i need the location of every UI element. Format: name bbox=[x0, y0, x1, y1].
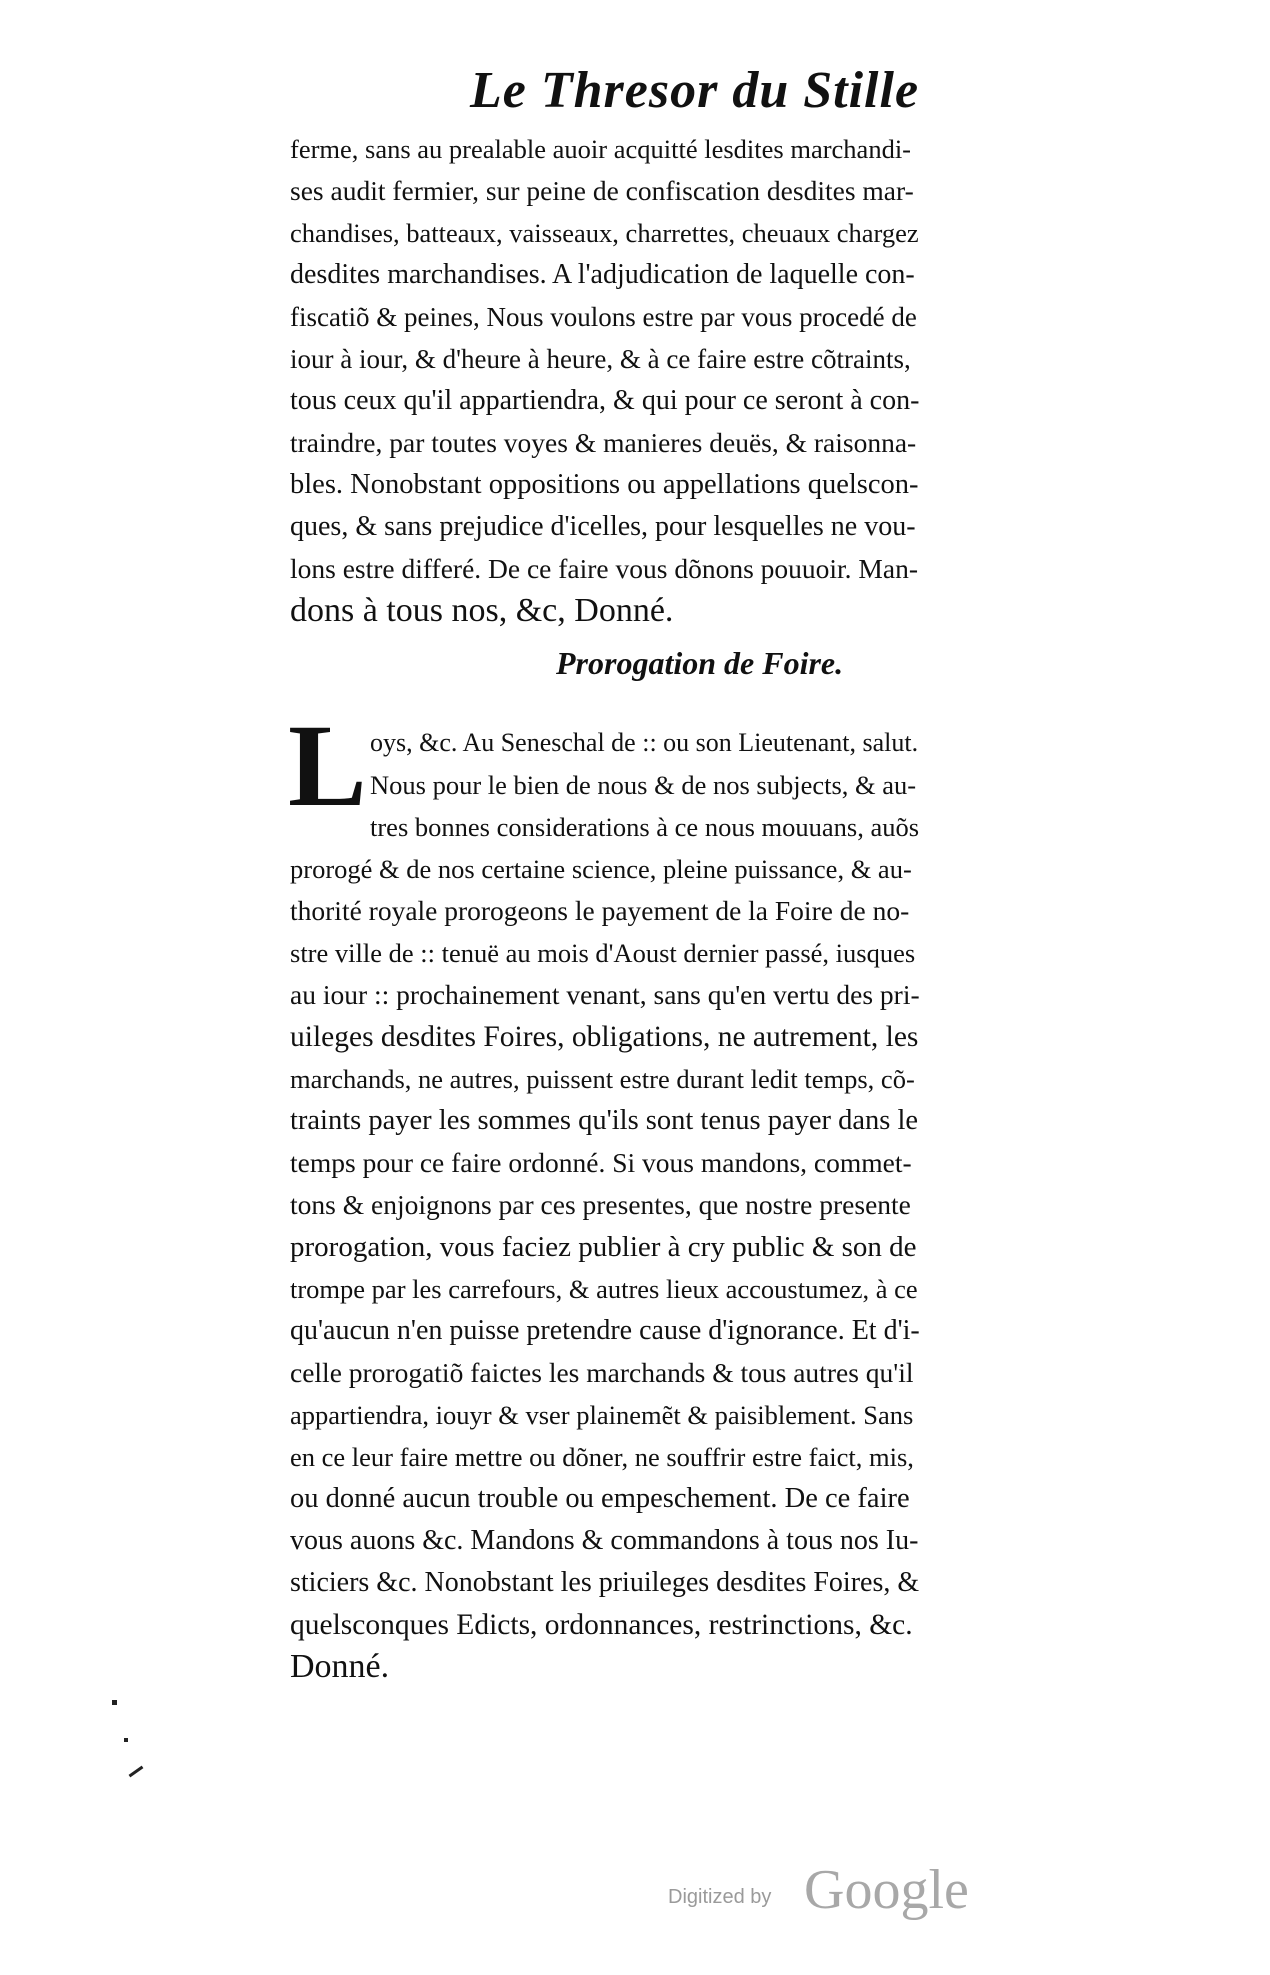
text-line: tres bonnes considerations à ce nous mouuans, auõs bbox=[370, 812, 920, 842]
text-line: prorogé & de nos certaine science, pleine puissance, & au- bbox=[290, 854, 912, 884]
text-line: chandises, batteaux, vaisseaux, charrettes, cheuaux chargez bbox=[290, 218, 919, 248]
text-line: dons à tous nos, &c, Donné. bbox=[290, 592, 674, 629]
drop-cap: L bbox=[288, 700, 367, 831]
text-line: qu'aucun n'en puisse pretendre cause d'ignorance. Et d'i- bbox=[290, 1315, 920, 1346]
text-line: thorité royale prorogeons le payement de la Foire de no- bbox=[290, 895, 910, 926]
text-line: fiscatiõ & peines, Nous voulons estre par vous procedé de bbox=[290, 302, 917, 332]
text-line: stre ville de :: tenuë au mois d'Aoust dernier passé, iusques bbox=[290, 938, 916, 968]
text-line: Donné. bbox=[290, 1648, 390, 1685]
text-line: oys, &c. Au Seneschal de :: ou son Lieutenant, salut. bbox=[370, 728, 919, 757]
text-line: temps pour ce faire ordonné. Si vous mandons, commet- bbox=[290, 1147, 912, 1178]
text-line: en ce leur faire mettre ou dõner, ne souffrir estre faict, mis, bbox=[290, 1442, 914, 1472]
text-line: ques, & sans prejudice d'icelles, pour lesquelles ne vou- bbox=[290, 511, 916, 542]
text-line: appartiendra, iouyr & vser plainemẽt & paisiblement. Sans bbox=[290, 1400, 914, 1430]
google-logo: Google bbox=[804, 1859, 969, 1921]
text-line: traints payer les sommes qu'ils sont tenus payer dans le bbox=[290, 1105, 919, 1136]
text-line: sticiers &c. Nonobstant les priuileges desdites Foires, & bbox=[290, 1567, 920, 1598]
text-line: tons & enjoignons par ces presentes, que nostre presente bbox=[290, 1189, 911, 1220]
text-line: quelsconques Edicts, ordonnances, restrinctions, &c. bbox=[290, 1609, 913, 1641]
text-line: ferme, sans au prealable auoir acquitté lesdites marchandi- bbox=[290, 134, 912, 164]
text-line: vous auons &c. Mandons & commandons à tous nos Iu- bbox=[290, 1525, 919, 1556]
ink-speck bbox=[124, 1738, 128, 1742]
text-line: tous ceux qu'il appartiendra, & qui pour ce seront à con- bbox=[290, 385, 920, 416]
text-line: marchands, ne autres, puissent estre durant ledit temps, cõ- bbox=[290, 1064, 915, 1094]
indented-lines-block bbox=[370, 722, 920, 848]
text-line: ses audit fermier, sur peine de confiscation desdites mar- bbox=[290, 175, 914, 206]
watermark-prefix: Digitized by bbox=[668, 1886, 772, 1908]
text-line: prorogation, vous faciez publier à cry public & son de bbox=[290, 1231, 917, 1263]
text-line: Nous pour le bien de nous & de nos subjects, & au- bbox=[370, 770, 917, 800]
text-line: trompe par les carrefours, & autres lieux accoustumez, à ce bbox=[290, 1274, 918, 1304]
digitized-by-watermark bbox=[668, 1858, 998, 1928]
text-line: au iour :: prochainement venant, sans qu'en vertu des pri- bbox=[290, 979, 920, 1010]
paragraph-block bbox=[290, 128, 920, 638]
section-heading: Prorogation de Foire. bbox=[556, 645, 844, 681]
section-body-block bbox=[290, 848, 920, 1688]
text-line: traindre, par toutes voyes & manieres deuës, & raisonna- bbox=[290, 427, 917, 458]
text-line: bles. Nonobstant oppositions ou appellations quelscon- bbox=[290, 469, 919, 500]
ink-speck bbox=[112, 1700, 117, 1705]
text-line: iour à iour, & d'heure à heure, & à ce faire estre cõtraints, bbox=[290, 344, 911, 374]
text-line: ou donné aucun trouble ou empeschement. De ce faire bbox=[290, 1483, 910, 1514]
text-line: lons estre differé. De ce faire vous dõnons pouuoir. Man- bbox=[290, 553, 919, 584]
text-line: celle prorogatiõ faictes les marchands & tous autres qu'il bbox=[290, 1357, 914, 1388]
text-line: desdites marchandises. A l'adjudication de laquelle con- bbox=[290, 259, 915, 290]
text-line: uileges desdites Foires, obligations, ne autrement, les bbox=[290, 1021, 919, 1053]
ink-stroke bbox=[129, 1766, 144, 1778]
running-title: Le Thresor du Stille bbox=[470, 62, 920, 119]
